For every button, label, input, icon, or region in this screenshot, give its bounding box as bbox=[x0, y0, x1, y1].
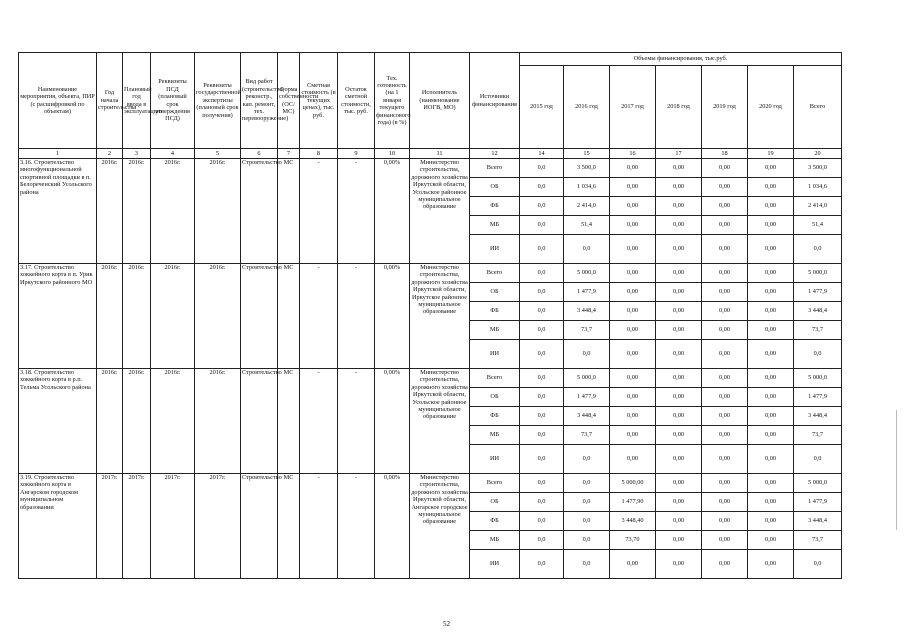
amount-cell: 0,00 bbox=[748, 235, 794, 264]
amount-cell: 0,00 bbox=[656, 197, 702, 216]
amount-cell: 0,00 bbox=[656, 369, 702, 388]
project-block bbox=[19, 369, 842, 474]
amount-cell: 0,00 bbox=[610, 235, 656, 264]
amount-cell: 0,0 bbox=[520, 178, 564, 197]
amount-cell: 0,00 bbox=[610, 388, 656, 407]
source-label: МБ bbox=[470, 216, 520, 235]
amount-total: 1 477,9 bbox=[794, 493, 842, 512]
header-year: 2020 год bbox=[748, 66, 794, 149]
header-psd: Реквизиты ПСД (плановый срок утверждения ПСД) bbox=[151, 53, 195, 149]
header-total: Всего bbox=[794, 66, 842, 149]
amount-cell: 1 477,9 bbox=[564, 388, 610, 407]
amount-cell: 1 477,9 bbox=[564, 283, 610, 302]
amount-cell: 0,00 bbox=[748, 369, 794, 388]
amount-cell: 0,00 bbox=[702, 512, 748, 531]
amount-cell: 0,00 bbox=[656, 302, 702, 321]
source-label: ОБ bbox=[470, 493, 520, 512]
header-remain: Остаток сметной стоимости, тыс. руб. bbox=[338, 53, 375, 149]
project-ownership: МС bbox=[278, 264, 300, 369]
project-readiness: 0,00% bbox=[375, 369, 410, 474]
amount-total: 5 000,0 bbox=[794, 264, 842, 283]
amount-cell: 0,00 bbox=[748, 426, 794, 445]
amount-cell: 0,00 bbox=[656, 178, 702, 197]
source-label: Всего bbox=[470, 159, 520, 178]
header-ownership: Форма собственности (ОС/МС) bbox=[278, 53, 300, 149]
source-label: ФБ bbox=[470, 302, 520, 321]
column-number: 2 bbox=[97, 149, 123, 159]
project-expertise: 2016г. bbox=[195, 369, 241, 474]
amount-cell: 73,7 bbox=[564, 426, 610, 445]
amount-cell: 0,00 bbox=[748, 388, 794, 407]
project-remain: - bbox=[338, 369, 375, 474]
amount-cell: 0,0 bbox=[564, 550, 610, 579]
amount-cell: 0,00 bbox=[656, 550, 702, 579]
amount-total: 5 000,0 bbox=[794, 369, 842, 388]
amount-cell: 0,00 bbox=[702, 407, 748, 426]
amount-total: 3 500,0 bbox=[794, 159, 842, 178]
project-name: 3.17. Строительство хоккейного корта в п. Урик Иркутского районного МО bbox=[19, 264, 97, 369]
amount-cell: 0,0 bbox=[520, 369, 564, 388]
project-plan-year: 2017г. bbox=[123, 474, 151, 579]
page-number: 52 bbox=[443, 620, 450, 628]
amount-cell: 0,00 bbox=[748, 493, 794, 512]
amount-cell: 0,00 bbox=[610, 445, 656, 474]
amount-cell: 0,00 bbox=[656, 340, 702, 369]
amount-total: 73,7 bbox=[794, 531, 842, 550]
project-executor: Министерство строительства, дорожного хозяйства Иркутской области, Ангарское городское муниципальное образование bbox=[410, 474, 470, 579]
amount-cell: 0,0 bbox=[520, 235, 564, 264]
header-estimate: Сметная стоимость (в текущих ценах), тыс. руб. bbox=[300, 53, 338, 149]
source-label: ОБ bbox=[470, 388, 520, 407]
project-psd: 2016г. bbox=[151, 159, 195, 264]
column-number: 18 bbox=[702, 149, 748, 159]
column-number: 9 bbox=[338, 149, 375, 159]
amount-total: 1 477,9 bbox=[794, 283, 842, 302]
amount-total: 73,7 bbox=[794, 426, 842, 445]
amount-cell: 0,0 bbox=[520, 216, 564, 235]
amount-total: 0,0 bbox=[794, 445, 842, 474]
header-start-year: Год начала строительства bbox=[97, 53, 123, 149]
column-number: 11 bbox=[410, 149, 470, 159]
amount-cell: 0,0 bbox=[520, 159, 564, 178]
project-name: 3.18. Строительство хоккейного корта в р.п. Тельма Усольского района bbox=[19, 369, 97, 474]
amount-cell: 0,00 bbox=[610, 178, 656, 197]
column-number: 7 bbox=[278, 149, 300, 159]
project-psd: 2016г. bbox=[151, 369, 195, 474]
project-work-type: Строительство bbox=[241, 369, 278, 474]
project-executor: Министерство строительства, дорожного хозяйства Иркутской области, Усольское районное муниципальное образование bbox=[410, 369, 470, 474]
project-block bbox=[19, 159, 842, 264]
amount-cell: 0,00 bbox=[610, 283, 656, 302]
amount-cell: 0,0 bbox=[520, 388, 564, 407]
amount-cell: 0,00 bbox=[702, 493, 748, 512]
column-number: 19 bbox=[748, 149, 794, 159]
amount-cell: 0,00 bbox=[748, 445, 794, 474]
amount-cell: 0,0 bbox=[564, 445, 610, 474]
source-label: ОБ bbox=[470, 283, 520, 302]
amount-cell: 0,00 bbox=[702, 369, 748, 388]
column-number: 14 bbox=[520, 149, 564, 159]
project-expertise: 2016г. bbox=[195, 159, 241, 264]
source-label: ОБ bbox=[470, 178, 520, 197]
amount-cell: 0,00 bbox=[748, 216, 794, 235]
header-executor: Исполнитель (наименование ИОГВ, МО) bbox=[410, 53, 470, 149]
amount-cell: 0,00 bbox=[656, 531, 702, 550]
amount-cell: 0,00 bbox=[702, 474, 748, 493]
header-year: 2019 год bbox=[702, 66, 748, 149]
amount-cell: 0,00 bbox=[702, 197, 748, 216]
amount-cell: 0,00 bbox=[610, 321, 656, 340]
amount-total: 3 448,4 bbox=[794, 407, 842, 426]
header-work-type: Вид работ (строительство, реконстр., кап. ремонт, тех. перевооружение) bbox=[241, 53, 278, 149]
amount-cell: 0,00 bbox=[748, 197, 794, 216]
project-expertise: 2016г. bbox=[195, 264, 241, 369]
amount-cell: 0,00 bbox=[656, 388, 702, 407]
project-estimate: - bbox=[300, 264, 338, 369]
amount-cell: 0,00 bbox=[748, 407, 794, 426]
source-label: МБ bbox=[470, 426, 520, 445]
source-label: ИИ bbox=[470, 340, 520, 369]
amount-cell: 0,00 bbox=[702, 264, 748, 283]
amount-cell: 0,00 bbox=[610, 197, 656, 216]
amount-cell: 0,00 bbox=[610, 369, 656, 388]
amount-cell: 0,00 bbox=[610, 264, 656, 283]
amount-cell: 0,00 bbox=[748, 474, 794, 493]
header-volumes: Объемы финансирования, тыс.руб. bbox=[520, 53, 842, 66]
amount-cell: 0,0 bbox=[520, 302, 564, 321]
header-year: 2018 год bbox=[656, 66, 702, 149]
amount-cell: 0,00 bbox=[610, 407, 656, 426]
amount-cell: 0,0 bbox=[564, 493, 610, 512]
column-number: 3 bbox=[123, 149, 151, 159]
source-label: ФБ bbox=[470, 512, 520, 531]
project-start-year: 2016г. bbox=[97, 159, 123, 264]
column-number: 4 bbox=[151, 149, 195, 159]
amount-total: 73,7 bbox=[794, 321, 842, 340]
project-remain: - bbox=[338, 159, 375, 264]
amount-cell: 0,00 bbox=[610, 340, 656, 369]
amount-total: 2 414,0 bbox=[794, 197, 842, 216]
project-block bbox=[19, 474, 842, 579]
project-work-type: Строительство bbox=[241, 159, 278, 264]
amount-cell: 0,00 bbox=[702, 426, 748, 445]
column-number: 20 bbox=[794, 149, 842, 159]
amount-cell: 5 000,0 bbox=[564, 369, 610, 388]
project-plan-year: 2016г. bbox=[123, 369, 151, 474]
amount-total: 51,4 bbox=[794, 216, 842, 235]
header-sources: Источники финансирования bbox=[470, 53, 520, 149]
amount-cell: 0,00 bbox=[656, 493, 702, 512]
amount-cell: 0,00 bbox=[748, 178, 794, 197]
amount-cell: 0,0 bbox=[520, 264, 564, 283]
project-executor: Министерство строительства, дорожного хозяйства Иркутской области, Иркутское районное муниципальное образование bbox=[410, 264, 470, 369]
header-name: Наименование мероприятия, объекта, ПИР (с расшифровкой по объектам) bbox=[19, 53, 97, 149]
amount-cell: 0,0 bbox=[520, 197, 564, 216]
column-number: 8 bbox=[300, 149, 338, 159]
amount-cell: 0,00 bbox=[702, 531, 748, 550]
amount-cell: 3 500,0 bbox=[564, 159, 610, 178]
source-label: ФБ bbox=[470, 407, 520, 426]
table-header bbox=[19, 53, 842, 159]
project-estimate: - bbox=[300, 159, 338, 264]
amount-cell: 0,00 bbox=[656, 283, 702, 302]
project-psd: 2016г. bbox=[151, 264, 195, 369]
header-year: 2015 год bbox=[520, 66, 564, 149]
amount-cell: 0,0 bbox=[564, 474, 610, 493]
project-executor: Министерство строительства, дорожного хозяйства Иркутской области, Усольское районное муниципальное образование bbox=[410, 159, 470, 264]
amount-cell: 0,00 bbox=[748, 159, 794, 178]
header-year: 2017 год bbox=[610, 66, 656, 149]
amount-cell: 0,00 bbox=[656, 216, 702, 235]
amount-cell: 3 448,4 bbox=[564, 302, 610, 321]
header-plan-year: Плановый год ввода в эксплуатацию bbox=[123, 53, 151, 149]
amount-cell: 0,00 bbox=[656, 474, 702, 493]
amount-cell: 0,00 bbox=[656, 321, 702, 340]
project-name: 3.16. Строительство многофункциональной спортивной площадки в п. Белореченский Усольского района bbox=[19, 159, 97, 264]
amount-cell: 0,00 bbox=[656, 512, 702, 531]
source-label: Всего bbox=[470, 264, 520, 283]
amount-cell: 0,00 bbox=[702, 340, 748, 369]
amount-cell: 0,00 bbox=[656, 235, 702, 264]
source-label: ИИ bbox=[470, 550, 520, 579]
amount-cell: 0,0 bbox=[520, 321, 564, 340]
amount-cell: 0,00 bbox=[748, 531, 794, 550]
source-label: ФБ bbox=[470, 197, 520, 216]
header-year: 2016 год bbox=[564, 66, 610, 149]
project-remain: - bbox=[338, 264, 375, 369]
source-label: ИИ bbox=[470, 235, 520, 264]
project-estimate: - bbox=[300, 369, 338, 474]
amount-cell: 0,00 bbox=[748, 283, 794, 302]
column-number: 17 bbox=[656, 149, 702, 159]
project-name: 3.19. Строительство хоккейного корта в Ангарском городском муниципальном образовании bbox=[19, 474, 97, 579]
header-expertise: Реквизиты государственной экспертизы (плановый срок получения) bbox=[195, 53, 241, 149]
amount-cell: 0,00 bbox=[702, 216, 748, 235]
column-number: 5 bbox=[195, 149, 241, 159]
amount-total: 3 448,4 bbox=[794, 512, 842, 531]
project-expertise: 2017г. bbox=[195, 474, 241, 579]
amount-total: 1 034,6 bbox=[794, 178, 842, 197]
scan-edge-line bbox=[896, 410, 897, 530]
column-number: 12 bbox=[470, 149, 520, 159]
project-ownership: МС bbox=[278, 159, 300, 264]
amount-cell: 0,0 bbox=[564, 340, 610, 369]
amount-cell: 0,00 bbox=[748, 550, 794, 579]
amount-cell: 0,00 bbox=[748, 340, 794, 369]
amount-cell: 1 477,90 bbox=[610, 493, 656, 512]
amount-cell: 0,0 bbox=[520, 550, 564, 579]
amount-cell: 1 034,6 bbox=[564, 178, 610, 197]
amount-cell: 0,0 bbox=[564, 531, 610, 550]
project-ownership: МС bbox=[278, 369, 300, 474]
amount-cell: 0,0 bbox=[520, 407, 564, 426]
amount-cell: 0,00 bbox=[610, 426, 656, 445]
column-number-row bbox=[19, 149, 842, 159]
project-start-year: 2016г. bbox=[97, 369, 123, 474]
amount-cell: 0,0 bbox=[520, 445, 564, 474]
amount-total: 5 000,0 bbox=[794, 474, 842, 493]
amount-cell: 0,00 bbox=[702, 445, 748, 474]
column-number: 6 bbox=[241, 149, 278, 159]
project-psd: 2017г. bbox=[151, 474, 195, 579]
source-label: Всего bbox=[470, 474, 520, 493]
amount-cell: 0,0 bbox=[564, 512, 610, 531]
amount-cell: 2 414,0 bbox=[564, 197, 610, 216]
financing-table bbox=[18, 52, 842, 579]
amount-cell: 0,00 bbox=[702, 388, 748, 407]
project-estimate: - bbox=[300, 474, 338, 579]
amount-cell: 0,00 bbox=[702, 283, 748, 302]
amount-cell: 0,00 bbox=[610, 216, 656, 235]
amount-cell: 0,00 bbox=[610, 550, 656, 579]
project-remain: - bbox=[338, 474, 375, 579]
amount-cell: 3 448,40 bbox=[610, 512, 656, 531]
project-readiness: 0,00% bbox=[375, 159, 410, 264]
amount-cell: 0,00 bbox=[702, 235, 748, 264]
header-readiness: Тех. готовность (на 1 января текущего финансового года) (в %) bbox=[375, 53, 410, 149]
amount-cell: 73,70 bbox=[610, 531, 656, 550]
project-ownership: МС bbox=[278, 474, 300, 579]
column-number: 16 bbox=[610, 149, 656, 159]
amount-cell: 0,00 bbox=[702, 302, 748, 321]
project-start-year: 2016г. bbox=[97, 264, 123, 369]
project-block bbox=[19, 264, 842, 369]
amount-cell: 0,00 bbox=[610, 159, 656, 178]
amount-cell: 0,0 bbox=[520, 512, 564, 531]
amount-cell: 0,00 bbox=[656, 407, 702, 426]
amount-cell: 0,00 bbox=[702, 178, 748, 197]
amount-cell: 0,00 bbox=[610, 302, 656, 321]
source-label: МБ bbox=[470, 531, 520, 550]
amount-cell: 0,00 bbox=[656, 426, 702, 445]
amount-total: 1 477,9 bbox=[794, 388, 842, 407]
project-readiness: 0,00% bbox=[375, 264, 410, 369]
column-number: 1 bbox=[19, 149, 97, 159]
amount-cell: 0,00 bbox=[748, 302, 794, 321]
amount-cell: 0,0 bbox=[520, 474, 564, 493]
amount-cell: 0,00 bbox=[748, 264, 794, 283]
amount-total: 0,0 bbox=[794, 340, 842, 369]
amount-cell: 5 000,00 bbox=[610, 474, 656, 493]
amount-cell: 0,00 bbox=[702, 321, 748, 340]
amount-total: 0,0 bbox=[794, 235, 842, 264]
project-plan-year: 2016г. bbox=[123, 264, 151, 369]
amount-cell: 3 448,4 bbox=[564, 407, 610, 426]
amount-cell: 0,00 bbox=[656, 445, 702, 474]
amount-cell: 0,0 bbox=[520, 340, 564, 369]
project-work-type: Строительство bbox=[241, 264, 278, 369]
column-number: 15 bbox=[564, 149, 610, 159]
project-readiness: 0,00% bbox=[375, 474, 410, 579]
project-start-year: 2017г. bbox=[97, 474, 123, 579]
amount-cell: 0,00 bbox=[656, 159, 702, 178]
project-plan-year: 2016г. bbox=[123, 159, 151, 264]
source-label: ИИ bbox=[470, 445, 520, 474]
amount-cell: 0,00 bbox=[702, 550, 748, 579]
amount-cell: 0,00 bbox=[748, 512, 794, 531]
amount-total: 0,0 bbox=[794, 550, 842, 579]
amount-cell: 51,4 bbox=[564, 216, 610, 235]
amount-cell: 0,0 bbox=[520, 283, 564, 302]
project-work-type: Строительство bbox=[241, 474, 278, 579]
amount-cell: 5 000,0 bbox=[564, 264, 610, 283]
amount-cell: 0,00 bbox=[748, 321, 794, 340]
amount-cell: 73,7 bbox=[564, 321, 610, 340]
amount-cell: 0,00 bbox=[656, 264, 702, 283]
amount-cell: 0,0 bbox=[520, 426, 564, 445]
amount-cell: 0,0 bbox=[520, 531, 564, 550]
column-number: 10 bbox=[375, 149, 410, 159]
amount-cell: 0,00 bbox=[702, 159, 748, 178]
source-label: МБ bbox=[470, 321, 520, 340]
amount-cell: 0,0 bbox=[564, 235, 610, 264]
amount-cell: 0,0 bbox=[520, 493, 564, 512]
source-label: Всего bbox=[470, 369, 520, 388]
amount-total: 3 448,4 bbox=[794, 302, 842, 321]
